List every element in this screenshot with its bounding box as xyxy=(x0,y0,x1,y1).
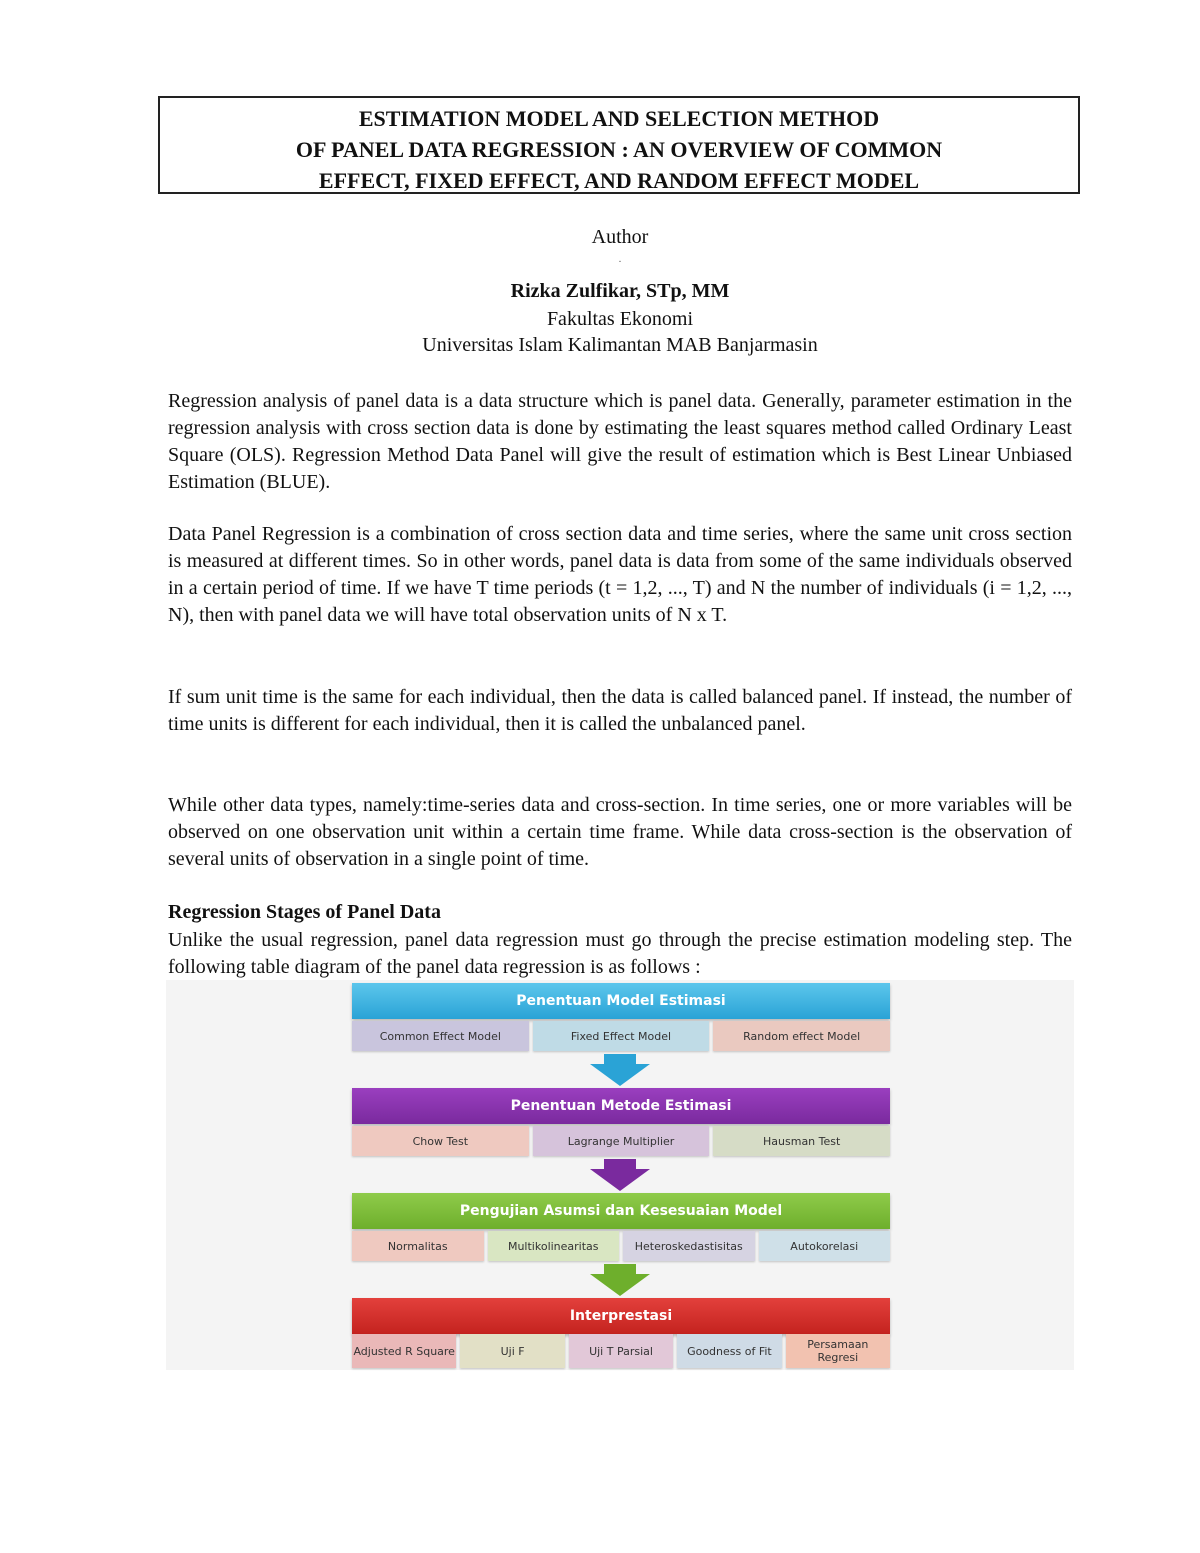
down-arrow-icon xyxy=(590,1054,650,1086)
paragraph-data-types: While other data types, namely:time-series data and cross-section. In time series, one or more variables will be observed on one observation unit within a certain time frame. While data cross-section is the observation of several units of observation in a single point of time. xyxy=(168,794,1072,870)
title-line-2: OF PANEL DATA REGRESSION : AN OVERVIEW OF COMMON xyxy=(295,137,943,162)
author-label: Author xyxy=(591,226,649,248)
author-separator: . xyxy=(618,254,622,265)
regression-stages-diagram xyxy=(166,980,1074,1370)
stage-item: Fixed Effect Model xyxy=(533,1021,710,1051)
stage-header-method-estimation: Penentuan Metode Estimasi xyxy=(352,1088,890,1124)
section-paragraph: Unlike the usual regression, panel data regression must go through the precise estimation modeling step. The following table diagram of the panel data regression is as follows : xyxy=(168,929,1072,978)
stage-item: Multikolinearitas xyxy=(488,1231,620,1261)
paragraph-balanced-panel: If sum unit time is the same for each individual, then the data is called balanced panel. If instead, the number of time units is different for each individual, then it is called the unbalanced panel. xyxy=(168,686,1072,735)
paragraph-data-panel: Data Panel Regression is a combination of cross section data and time series, where the same unit cross section is measured at different times. So in other words, panel data is data from some of the same individuals observed in a certain period of time. If we have T time periods (t = 1,2, ..., T) and N the number of individuals (i = 1,2, ..., N), then with panel data we will have total observation units of N x T. xyxy=(168,523,1072,626)
stage-item: Hausman Test xyxy=(713,1126,890,1156)
down-arrow-icon xyxy=(590,1159,650,1191)
stage-item: Heteroskedastisitas xyxy=(623,1231,755,1261)
stage-row-model-estimation xyxy=(352,1021,890,1051)
stage-item: Normalitas xyxy=(352,1231,484,1261)
author-faculty: Fakultas Ekonomi xyxy=(546,308,694,330)
stage-item: Uji F xyxy=(460,1334,564,1368)
stage-header-assumption-testing: Pengujian Asumsi dan Kesesuaian Model xyxy=(352,1193,890,1229)
stage-row-interpretation xyxy=(352,1334,890,1368)
stage-item: Autokorelasi xyxy=(759,1231,891,1261)
stage-row-assumption-testing xyxy=(352,1231,890,1261)
down-arrow-icon xyxy=(590,1264,650,1296)
title-line-1: ESTIMATION MODEL AND SELECTION METHOD xyxy=(358,106,880,131)
section-heading: Regression Stages of Panel Data xyxy=(168,901,441,923)
title-line-3: EFFECT, FIXED EFFECT, AND RANDOM EFFECT MODEL xyxy=(318,168,920,193)
stage-item: Adjusted R Square xyxy=(352,1334,456,1368)
stage-row-method-estimation xyxy=(352,1126,890,1156)
title-box xyxy=(158,96,1080,194)
stage-item: Lagrange Multiplier xyxy=(533,1126,710,1156)
stage-item: Random effect Model xyxy=(713,1021,890,1051)
stage-item: Common Effect Model xyxy=(352,1021,529,1051)
stage-item: Uji T Parsial xyxy=(569,1334,673,1368)
paragraph-regression-analysis: Regression analysis of panel data is a data structure which is panel data. Generally, parameter estimation in the regression analysis with cross section data is done by estimating the least squares method called Ordinary Least Square (OLS). Regression Method Data Panel will give the result of estimation which is Best Linear Unbiased Estimation (BLUE). xyxy=(168,390,1072,493)
stage-item: Chow Test xyxy=(352,1126,529,1156)
stage-header-model-estimation: Penentuan Model Estimasi xyxy=(352,983,890,1019)
stage-header-interpretation: Interprestasi xyxy=(352,1298,890,1334)
stage-item: Goodness of Fit xyxy=(677,1334,781,1368)
author-university: Universitas Islam Kalimantan MAB Banjarmasin xyxy=(422,334,818,356)
author-name: Rizka Zulfikar, STp, MM xyxy=(510,280,730,302)
stage-item: Persamaan Regresi xyxy=(786,1334,890,1368)
